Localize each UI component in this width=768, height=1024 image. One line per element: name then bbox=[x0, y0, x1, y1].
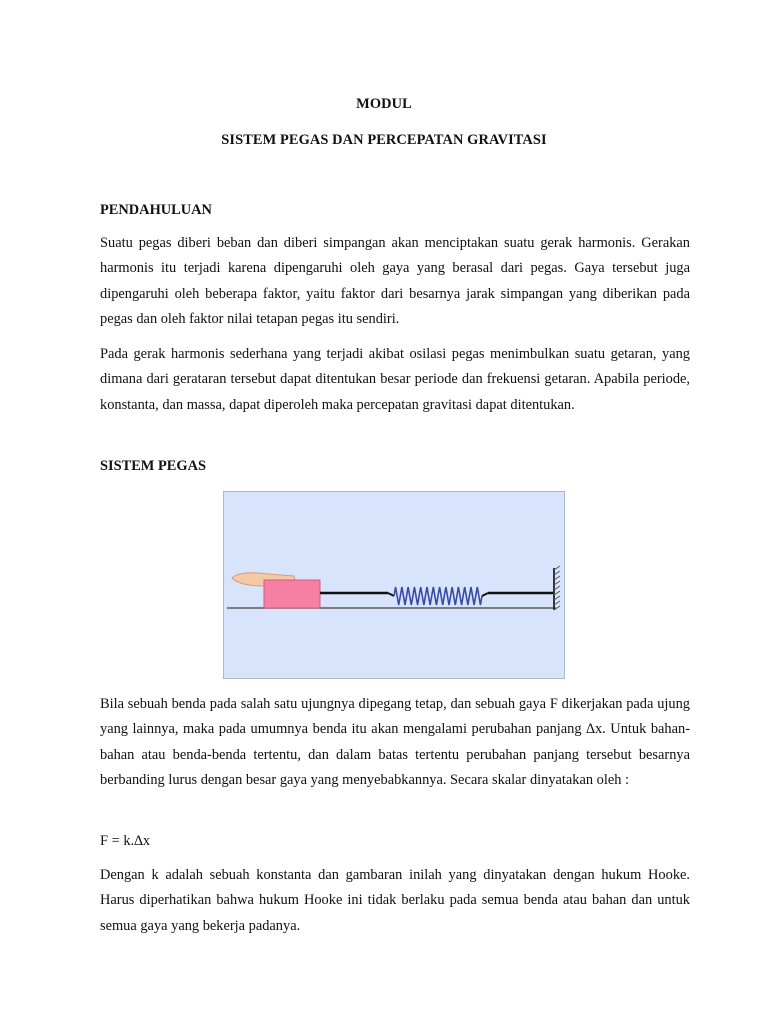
spring-illustration bbox=[224, 492, 566, 680]
section-heading-pendahuluan: PENDAHULUAN bbox=[100, 202, 212, 218]
spring-system-figure bbox=[223, 491, 565, 679]
section-heading-sistem-pegas: SISTEM PEGAS bbox=[100, 458, 206, 474]
spring-coil bbox=[394, 587, 482, 605]
mass-block bbox=[264, 580, 320, 608]
paragraph: Suatu pegas diberi beban dan diberi simpangan akan menciptakan suatu gerak harmonis. Gerakan harmonis itu terjadi karena dipengaruhi oleh gaya yang berasal dari pegas. Gaya tersebut juga dipengaruhi oleh beberapa faktor, yaitu faktor dari besarnya jarak simpangan yang diberikan pada pegas dan oleh faktor nilai tetapan pegas itu sendiri. bbox=[100, 235, 690, 327]
document-subtitle: SISTEM PEGAS DAN PERCEPATAN GRAVITASI bbox=[221, 132, 547, 148]
paragraph: Dengan k adalah sebuah konstanta dan gambaran inilah yang dinyatakan dengan hukum Hooke. Harus diperhatikan bahwa hukum Hooke ini tidak berlaku pada semua benda atau bahan dan untuk semua gaya yang bekerja padanya. bbox=[100, 867, 690, 934]
paragraph: Bila sebuah benda pada salah satu ujungnya dipegang tetap, dan sebuah gaya F dikerjakan pada ujung yang lainnya, maka pada umumnya benda itu akan mengalami perubahan panjang ∆x. Untuk bahan-bahan atau benda-benda tertentu, dan dalam batas tertentu perubahan panjang tersebut besarnya berbanding lurus dengan besar gaya yang menyebabkannya. Secara skalar dinyatakan oleh : bbox=[100, 696, 690, 788]
hooke-formula: F = k.∆x bbox=[100, 833, 151, 849]
paragraph: Pada gerak harmonis sederhana yang terjadi akibat osilasi pegas menimbulkan suatu getaran, yang dimana dari gerataran tersebut dapat ditentukan besar periode dan frekuensi getaran. Apabila periode, konstanta, dan massa, dapat diperoleh maka percepatan gravitasi dapat ditentukan. bbox=[100, 346, 690, 413]
document-title: MODUL bbox=[356, 96, 412, 112]
